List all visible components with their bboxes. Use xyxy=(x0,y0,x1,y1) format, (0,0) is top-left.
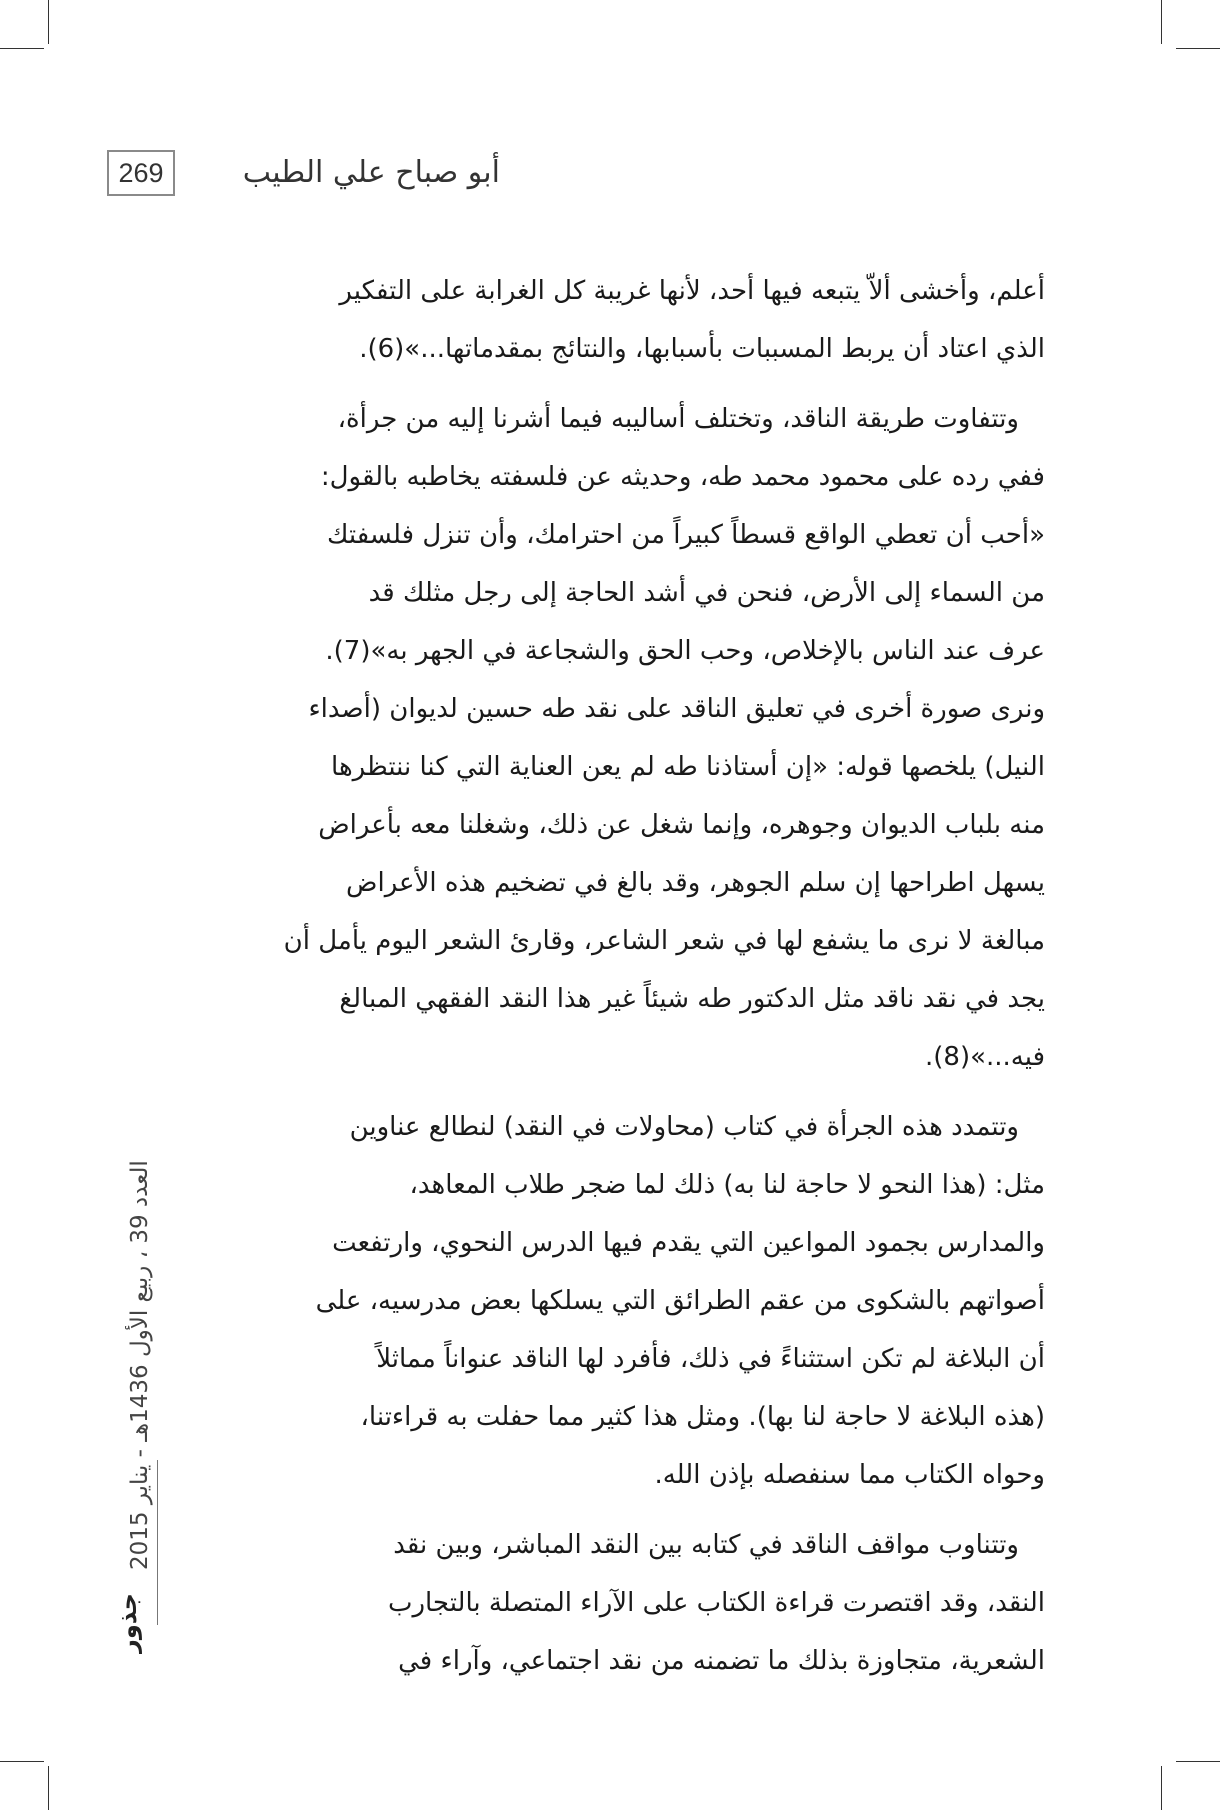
text-line: النيل) يلخصها قوله: «إن أستاذنا طه لم يعن العناية التي كنا ننتظرها xyxy=(331,752,1045,782)
text-line: يجد في نقد ناقد مثل الدكتور طه شيئاً غير هذا النقد الفقهي المبالغ xyxy=(339,984,1045,1014)
crop-mark xyxy=(48,1766,49,1810)
article-body xyxy=(205,262,1045,1690)
text-line: «أحب أن تعطي الواقع قسطاً كبيراً من احترامك، وأن تنزل فلسفتك xyxy=(326,520,1045,550)
text-line: أعلم، وأخشى ألاّ يتبعه فيها أحد، لأنها غريبة كل الغرابة على التفكير xyxy=(339,276,1045,306)
text-line: وتتفاوت طريقة الناقد، وتختلف أساليبه فيما أشرنا إليه من جرأة، xyxy=(337,404,1019,434)
text-line: منه بلباب الديوان وجوهره، وإنما شغل عن ذلك، وشغلنا معه بأعراض xyxy=(318,810,1045,840)
text-line: (هذه البلاغة لا حاجة لنا بها). ومثل هذا كثير مما حفلت به قراءتنا، xyxy=(360,1402,1045,1432)
text-line: ففي رده على محمود محمد طه، وحديثه عن فلسفته يخاطبه بالقول: xyxy=(320,462,1045,492)
crop-mark xyxy=(1176,48,1220,49)
text-line: ونرى صورة أخرى في تعليق الناقد على نقد طه حسين لديوان (أصداء xyxy=(308,694,1045,724)
crop-mark xyxy=(1161,1766,1162,1810)
crop-mark xyxy=(1161,0,1162,44)
text-line: وتتمدد هذه الجرأة في كتاب (محاولات في النقد) لنطالع عناوين xyxy=(349,1112,1019,1142)
text-line: عرف عند الناس بالإخلاص، وحب الحق والشجاعة في الجهر به»(7). xyxy=(325,636,1045,666)
sidebar-divider xyxy=(157,1460,158,1625)
issue-info: العدد 39 ، ربيع الأول 1436هـ - يناير 2015 xyxy=(127,1160,153,1570)
text-line: مبالغة لا نرى ما يشفع لها في شعر الشاعر، وقارئ الشعر اليوم يأمل أن xyxy=(283,926,1045,956)
paragraph xyxy=(205,262,1045,378)
text-line: وتتناوب مواقف الناقد في كتابه بين النقد المباشر، وبين نقد xyxy=(393,1530,1019,1560)
text-line: الشعرية، متجاوزة بذلك ما تضمنه من نقد اجتماعي، وآراء في xyxy=(398,1646,1045,1676)
paragraph xyxy=(205,1098,1045,1504)
text-line: فيه...»(8). xyxy=(924,1042,1045,1072)
text-line: النقد، وقد اقتصرت قراءة الكتاب على الآراء المتصلة بالتجارب xyxy=(387,1588,1045,1618)
text-line: يسهل اطراحها إن سلم الجوهر، وقد بالغ في تضخيم هذه الأعراض xyxy=(346,868,1045,898)
page-number: 269 xyxy=(107,150,175,196)
text-line: من السماء إلى الأرض، فنحن في أشد الحاجة إلى رجل مثلك قد xyxy=(368,578,1045,608)
crop-mark xyxy=(1176,1761,1220,1762)
running-header-author: أبو صباح علي الطيب xyxy=(242,155,500,190)
text-line: الذي اعتاد أن يربط المسببات بأسبابها، والنتائج بمقدماتها...»(6). xyxy=(359,334,1045,364)
text-line: وحواه الكتاب مما سنفصله بإذن الله. xyxy=(654,1460,1045,1490)
text-line: مثل: (هذا النحو لا حاجة لنا به) ذلك لما ضجر طلاب المعاهد، xyxy=(409,1170,1045,1200)
journal-logo: جذور xyxy=(114,1593,142,1653)
crop-mark xyxy=(0,48,44,49)
text-line: أن البلاغة لم تكن استثناءً في ذلك، فأفرد لها الناقد عنواناً مماثلاً xyxy=(376,1344,1045,1374)
text-line: أصواتهم بالشكوى من عقم الطرائق التي يسلكها بعض مدرسيه، على xyxy=(315,1286,1045,1316)
text-line: والمدارس بجمود المواعين التي يقدم فيها الدرس النحوي، وارتفعت xyxy=(332,1228,1045,1258)
crop-mark xyxy=(48,0,49,44)
paragraph xyxy=(205,390,1045,1086)
crop-mark xyxy=(0,1761,44,1762)
paragraph xyxy=(205,1516,1045,1690)
